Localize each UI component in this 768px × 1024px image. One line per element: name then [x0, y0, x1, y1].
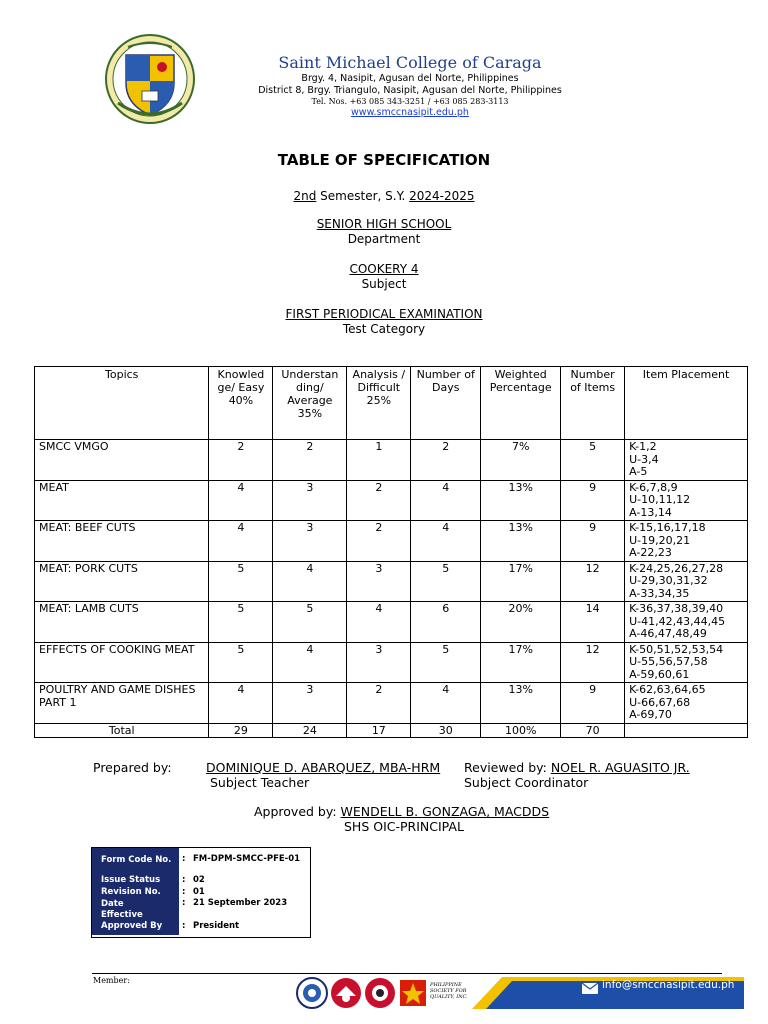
semester-ordinal: 2nd: [293, 189, 317, 203]
prepared-by-name: DOMINIQUE D. ABARQUEZ, MBA-HRM: [206, 760, 441, 775]
weight-cell: 17%: [481, 561, 561, 602]
school-name: Saint Michael College of Caraga: [278, 53, 542, 72]
school-seal-logo: [104, 33, 196, 125]
psqi-logo-lettering: SOCIETY FOR: [430, 988, 467, 994]
placement-line: U-29,30,31,32: [629, 574, 708, 587]
topic-cell: MEAT: [35, 480, 209, 521]
revision-value: 01: [193, 887, 205, 897]
semester-line: [0, 189, 768, 203]
placement-line: U-3,4: [629, 452, 659, 466]
easy-cell: 5: [209, 642, 273, 683]
prepared-by-label: Prepared by:: [93, 760, 172, 775]
member-seal-icon: [297, 978, 327, 1008]
issue-status-label: Issue Status: [101, 875, 161, 885]
days-cell: 4: [411, 521, 481, 562]
weight-cell: 13%: [481, 683, 561, 724]
easy-cell: 4: [209, 683, 273, 724]
difficult-cell: 4: [347, 602, 411, 643]
item-placement-cell: [625, 683, 748, 724]
member-logo-red-house-icon: [331, 978, 361, 1008]
item-placement-cell: [625, 440, 748, 481]
placement-line: K-62,63,64,65: [629, 683, 706, 696]
placement-line: K-50,51,52,53,54: [629, 642, 724, 656]
easy-cell: 4: [209, 480, 273, 521]
footer-divider: [92, 973, 722, 974]
easy-cell: 4: [209, 521, 273, 562]
member-logos: [296, 976, 476, 1010]
table-row: [35, 521, 748, 562]
revision-label: Revision No.: [101, 887, 161, 897]
form-code-label: Form Code No.: [101, 855, 172, 865]
header-average: Understan ding/ Average 35%: [273, 367, 347, 440]
table-row: [35, 602, 748, 643]
form-colon: :: [182, 898, 186, 908]
prepared-by-role: Subject Teacher: [210, 775, 310, 790]
average-cell: 4: [273, 642, 347, 683]
days-cell: 4: [411, 480, 481, 521]
average-cell: 2: [273, 440, 347, 481]
item-placement-cell: [625, 521, 748, 562]
form-colon: :: [182, 854, 186, 864]
table-row: [35, 440, 748, 481]
header-placement: Item Placement: [625, 367, 748, 440]
weight-cell: 17%: [481, 642, 561, 683]
placement-line: K-36,37,38,39,40: [629, 602, 724, 615]
average-cell: 3: [273, 480, 347, 521]
easy-cell: 5: [209, 602, 273, 643]
telephone-numbers: Tel. Nos. +63 085 343-3251 / +63 085 283-3113: [311, 97, 509, 106]
items-cell: 12: [561, 642, 625, 683]
header-days: Number of Days: [411, 367, 481, 440]
table-row: [35, 561, 748, 602]
psqi-logo-icon: [400, 980, 426, 1006]
semester-text: Semester, S.Y.: [316, 189, 410, 203]
average-cell: 3: [273, 521, 347, 562]
placement-line: A-69,70: [629, 708, 672, 721]
items-cell: 9: [561, 683, 625, 724]
approved-by-form-label: Approved By: [101, 921, 163, 931]
topic-cell: MEAT: LAMB CUTS: [35, 602, 209, 643]
topic-cell: POULTRY AND GAME DISHES PART 1: [35, 683, 209, 724]
specification-table: [34, 366, 748, 738]
header-easy: Knowled ge/ Easy 40%: [209, 367, 273, 440]
topic-cell: MEAT: BEEF CUTS: [35, 521, 209, 562]
average-cell: 4: [273, 561, 347, 602]
form-code-value: FM-DPM-SMCC-PFE-01: [193, 854, 301, 864]
item-placement-cell: [625, 561, 748, 602]
table-row: [35, 480, 748, 521]
items-cell: 9: [561, 480, 625, 521]
website-link[interactable]: www.smccnasipit.edu.ph: [351, 107, 469, 118]
test-category-value: FIRST PERIODICAL EXAMINATION: [285, 307, 483, 321]
placement-line: A-59,60,61: [629, 667, 690, 681]
table-header-row: [35, 367, 748, 440]
days-cell: 5: [411, 642, 481, 683]
placement-line: K-6,7,8,9: [629, 480, 678, 494]
average-cell: 3: [273, 683, 347, 724]
placement-line: U-10,11,12: [629, 493, 691, 506]
form-colon: :: [182, 875, 186, 885]
total-row: [35, 723, 748, 737]
items-cell: 14: [561, 602, 625, 643]
form-control-box: [91, 847, 311, 938]
department-label: Department: [347, 232, 421, 246]
placement-line: A-5: [629, 465, 648, 478]
placement-line: A-13,14: [629, 505, 672, 519]
member-logo-red-eye-icon: [365, 978, 395, 1008]
reviewed-by-role: Subject Coordinator: [464, 775, 589, 790]
header-items: Number of Items: [561, 367, 625, 440]
placement-line: K-24,25,26,27,28: [629, 561, 724, 575]
topic-cell: EFFECTS OF COOKING MEAT: [35, 642, 209, 683]
item-placement-cell: [625, 602, 748, 643]
subject-value: COOKERY 4: [349, 262, 419, 276]
header-weight: Weighted Percentage: [481, 367, 561, 440]
contact-email[interactable]: info@smccnasipit.edu.ph: [602, 979, 735, 991]
easy-cell: 5: [209, 561, 273, 602]
table-row: [35, 642, 748, 683]
difficult-cell: 2: [347, 480, 411, 521]
document-title: TABLE OF SPECIFICATION: [277, 151, 491, 169]
difficult-cell: 3: [347, 642, 411, 683]
total-days-cell: 30: [411, 723, 481, 737]
psqi-logo-lettering: PHILIPPINE: [430, 982, 462, 988]
placement-line: U-19,20,21: [629, 533, 691, 547]
reviewed-by-label: Reviewed by:: [464, 760, 551, 775]
item-placement-cell: [625, 642, 748, 683]
approved-by: [254, 804, 549, 819]
member-label: Member:: [93, 976, 130, 985]
date-effective-value: 21 September 2023: [193, 898, 288, 908]
psqi-logo-lettering: QUALITY, INC.: [430, 994, 468, 1000]
topic-cell: SMCC VMGO: [35, 440, 209, 481]
approved-by-label: Approved by:: [254, 804, 341, 819]
test-category-label: Test Category: [342, 322, 426, 336]
department-value: SENIOR HIGH SCHOOL: [316, 217, 452, 231]
placement-line: A-33,34,35: [629, 586, 690, 600]
difficult-cell: 1: [347, 440, 411, 481]
total-difficult-cell: 17: [347, 723, 411, 737]
topic-cell: MEAT: PORK CUTS: [35, 561, 209, 602]
reviewed-by-name: NOEL R. AGUASITO JR.: [550, 760, 690, 775]
days-cell: 5: [411, 561, 481, 602]
easy-cell: 2: [209, 440, 273, 481]
days-cell: 6: [411, 602, 481, 643]
total-average-cell: 24: [273, 723, 347, 737]
items-cell: 12: [561, 561, 625, 602]
subject-label: Subject: [361, 277, 407, 291]
placement-line: U-66,67,68: [629, 695, 691, 709]
average-cell: 5: [273, 602, 347, 643]
form-colon: :: [182, 921, 186, 931]
weight-cell: 13%: [481, 480, 561, 521]
placement-line: A-22,23: [629, 546, 672, 559]
form-colon: :: [182, 887, 186, 897]
school-year: 2024-2025: [409, 189, 475, 203]
total-placement-cell: [625, 723, 748, 737]
header-difficult: Analysis / Difficult 25%: [347, 367, 411, 440]
approved-by-name: WENDELL B. GONZAGA, MACDDS: [340, 804, 550, 819]
placement-line: K-1,2: [629, 440, 657, 453]
weight-cell: 7%: [481, 440, 561, 481]
placement-line: A-46,47,48,49: [629, 627, 707, 640]
difficult-cell: 2: [347, 683, 411, 724]
days-cell: 4: [411, 683, 481, 724]
total-weight-cell: 100%: [481, 723, 561, 737]
address-line-1: Brgy. 4, Nasipit, Agusan del Norte, Philippines: [301, 73, 519, 84]
total-items-cell: 70: [561, 723, 625, 737]
header-topics: Topics: [35, 367, 209, 440]
difficult-cell: 3: [347, 561, 411, 602]
table-row: [35, 683, 748, 724]
total-easy-cell: 29: [209, 723, 273, 737]
date-effective-label: Date Effective: [101, 899, 143, 920]
days-cell: 2: [411, 440, 481, 481]
reviewed-by: [464, 760, 690, 775]
total-label-cell: Total: [35, 723, 209, 737]
item-placement-cell: [625, 480, 748, 521]
weight-cell: 20%: [481, 602, 561, 643]
items-cell: 9: [561, 521, 625, 562]
items-cell: 5: [561, 440, 625, 481]
address-line-2: District 8, Brgy. Triangulo, Nasipit, Agusan del Norte, Philippines: [258, 85, 562, 96]
difficult-cell: 2: [347, 521, 411, 562]
placement-line: U-55,56,57,58: [629, 655, 708, 668]
weight-cell: 13%: [481, 521, 561, 562]
approved-by-role: SHS OIC-PRINCIPAL: [344, 819, 464, 834]
placement-line: K-15,16,17,18: [629, 521, 706, 534]
placement-line: U-41,42,43,44,45: [629, 614, 726, 628]
issue-status-value: 02: [193, 875, 205, 885]
approved-by-form-value: President: [193, 921, 240, 931]
